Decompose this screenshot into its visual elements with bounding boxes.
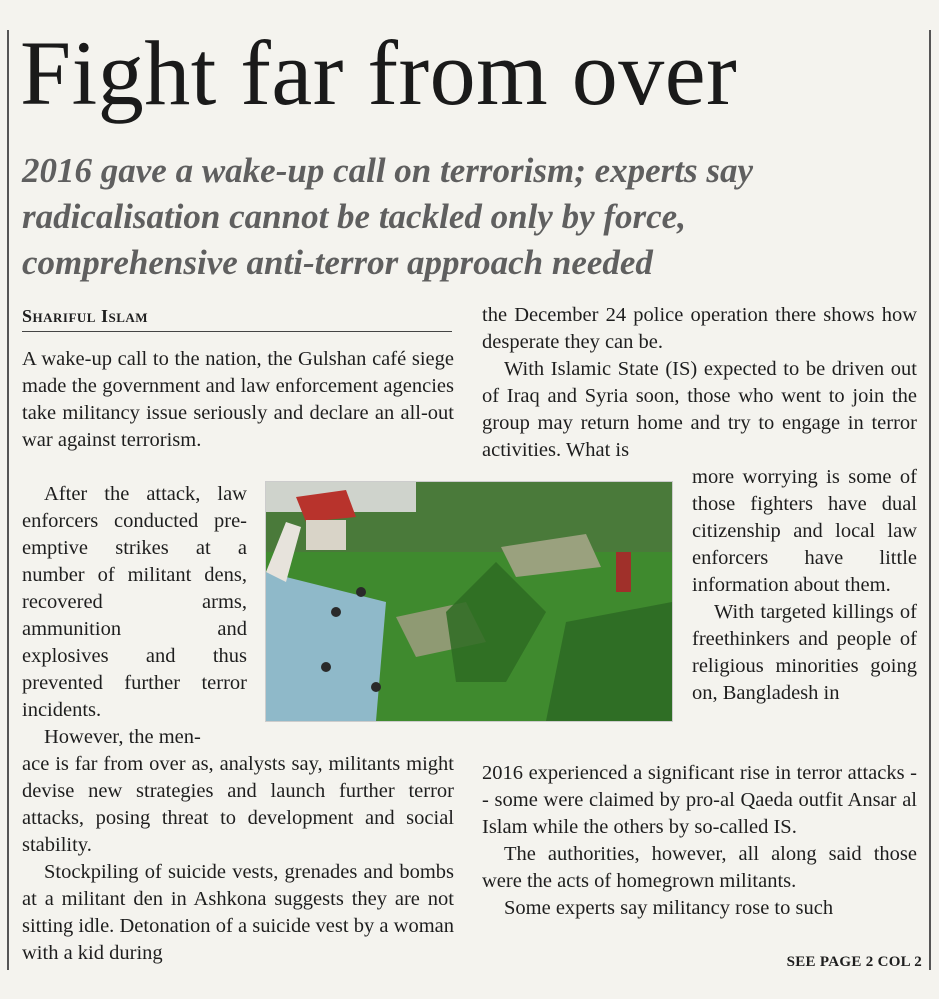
soldier-3 [321,662,331,672]
paragraph-targeted-killings: With targeted killings of freethinkers and people of religious minorities going on, Bangladesh in [692,601,917,704]
paragraph-after-attack: After the attack, law enforcers conducted pre-emptive strikes at a number of militant dens, recovered arms, ammunition and explosives and thus prevented further terror incidents. [22,483,247,721]
column2-beside-photo [692,464,917,707]
jump-line: SEE PAGE 2 COL 2 [786,954,922,970]
left-column-rule [7,30,9,970]
column1-beside-photo [22,481,247,751]
soldier-2 [356,587,366,597]
paragraph-stockpiling: Stockpiling of suicide vests, grenades and bombs at a militant den in Ashkona suggests they are not sitting idle. Detonation of a suicide vest by a woman with a kid during [22,861,454,964]
paragraph-islamic-state: With Islamic State (IS) expected to be driven out of Iraq and Syria soon, those who went to join the group may return home and try to engage in terror activities. What is [482,358,917,461]
paragraph-experts: Some experts say militancy rose to such [504,897,834,919]
paragraph-intro: A wake-up call to the nation, the Gulshan café siege made the government and law enforcement agencies take militancy issue seriously and declare an all-out war against terrorism. [22,348,454,451]
column2-bottom [482,760,917,922]
gazebo [306,520,346,550]
red-door [616,552,631,592]
soldier-1 [331,607,341,617]
cafe-siege-photo-illustration [266,482,672,721]
paragraph-menace-start: However, the men- [44,726,201,748]
soldier-4 [371,682,381,692]
paragraph-menace-cont: ace is far from over as, analysts say, militants might devise new strategies and launch further terror attacks, posing threat to development and social stability. [22,753,454,856]
paragraph-rise-attacks: 2016 experienced a significant rise in terror attacks -- some were claimed by pro-al Qaeda outfit Ansar al Islam while the others by so-called IS. [482,762,917,838]
paragraph-worrying: more worrying is some of those fighters have dual citizenship and local law enforcers have little information about them. [692,466,917,596]
column2-top [482,302,917,464]
column1-bottom [22,751,454,967]
byline: Shariful Islam [22,306,452,332]
headline: Fight far from over [20,22,738,124]
right-column-rule [929,30,931,970]
news-photo [265,481,673,722]
column1-top [22,346,454,454]
subheadline: 2016 gave a wake-up call on terrorism; experts say radicalisation cannot be tackled only by force, comprehensive anti-terror approach needed [22,151,754,282]
paragraph-december-op: the December 24 police operation there shows how desperate they can be. [482,304,917,353]
paragraph-authorities: The authorities, however, all along said those were the acts of homegrown militants. [482,843,917,892]
